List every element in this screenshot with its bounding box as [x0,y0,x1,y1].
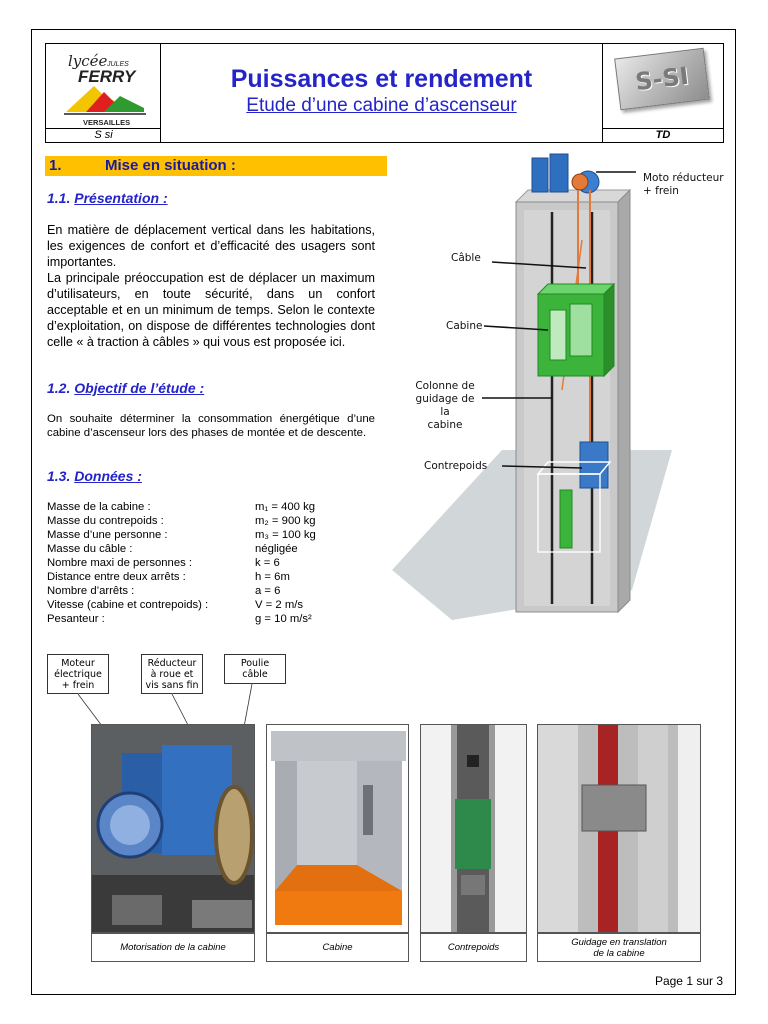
page-title: Puissances et rendement [230,65,533,93]
subheading-donnees [47,468,142,484]
data-value: m₂ = 900 kg [255,515,316,527]
data-label: Masse de la cabine : [47,501,151,513]
motor-block [532,158,548,192]
badge-cell [603,44,723,142]
page-number: Page 1 sur 3 [654,974,723,988]
caption-cabine: Cabine [266,933,409,962]
data-row [47,598,316,612]
data-value: m₃ = 100 kg [255,529,316,541]
data-label: Masse du contrepoids : [47,515,164,527]
callout-moteur: Moteur électrique + frein [47,654,109,694]
data-row [47,514,316,528]
title-cell [161,44,603,142]
header [45,43,724,143]
logo-jules: JULES [107,61,129,68]
data-value: g = 10 m/s² [255,613,312,625]
data-row [47,584,316,598]
data-row [47,570,316,584]
school-logo [46,44,160,128]
data-label: Nombre maxi de personnes : [47,557,193,569]
data-value: V = 2 m/s [255,599,304,611]
label-colonne: Colonne de guidage de la cabine [415,380,475,431]
data-value: h = 6m [255,571,290,583]
ssi-badge [614,48,710,111]
subheading-presentation [47,190,168,206]
caption-guidage: Guidage en translation de la cabine [537,933,701,962]
callout-poulie: Poulie câble [224,654,286,684]
caption-motorisation: Motorisation de la cabine [91,933,255,962]
data-row [47,556,316,570]
data-value: k = 6 [255,557,280,569]
data-label: Nombre d’arrêts : [47,585,135,597]
school-logo-cell [46,44,161,142]
logo-subtext: S si [94,129,113,141]
photo-motorisation [91,724,255,933]
caption-contrepoids: Contrepoids [420,933,527,962]
subheading-title: Données : [74,468,142,484]
section-heading [45,156,387,176]
elevator-diagram [392,150,742,620]
data-label: Distance entre deux arrêts : [47,571,186,583]
section-number: 1. [49,157,62,174]
subheading-number: 1.3. [47,468,71,484]
pulley [572,174,588,190]
logo-city: VERSAILLES [83,118,131,127]
data-value: m₁ = 400 kg [255,501,316,513]
data-label: Masse du câble : [47,543,133,555]
ssi-badge-text: S-SI [633,61,691,97]
label-cable: Câble [451,252,481,264]
data-row [47,528,316,542]
counterweight [580,442,608,488]
photo-cabine [266,724,409,933]
section-title: Mise en situation : [105,157,236,174]
subheading-number: 1.1. [47,190,71,206]
presentation-paragraph-1: En matière de déplacement vertical dans les habitations, les exigences de confort et d’efficacité des usagers sont importantes. [47,223,375,269]
data-value: a = 6 [255,585,281,597]
data-label: Masse d’une personne : [47,529,168,541]
data-label: Pesanteur : [47,613,105,625]
data-row [47,612,316,626]
data-row [47,542,316,556]
page-subtitle: Etude d’une cabine d’ascenseur [246,95,517,116]
label-contrepoids: Contrepoids [424,460,488,472]
subheading-objectif [47,380,204,396]
subheading-title: Présentation : [74,190,168,206]
data-row [47,500,316,514]
photo-guidage [537,724,701,933]
data-table [47,500,316,626]
subheading-number: 1.2. [47,380,71,396]
logo-lycee: lycée [68,52,108,70]
presentation-text [47,222,375,350]
logo-ferry: FERRY [78,67,136,86]
label-cabine: Cabine [446,320,483,332]
presentation-paragraph-2: La principale préoccupation est de déplacer un maximum d’utilisateurs, en toute sécurité, dans un confort acceptable et en un minimum de temps. Selon le contexte d’exploitation, on dispose de différentes technologies dont celle « à traction à câbles » qui vous est proposée ici. [47,271,375,349]
photo-contrepoids [420,724,527,933]
badge-subtext: TD [655,129,671,141]
callout-reducteur: Réducteur à roue et vis sans fin [141,654,203,694]
data-label: Vitesse (cabine et contrepoids) : [47,599,209,611]
objectif-text: On souhaite déterminer la consommation énergétique d’une cabine d’ascenseur lors des phases de montée et de descente. [47,413,375,439]
cabin-top [538,284,614,294]
subheading-title: Objectif de l’étude : [74,380,205,396]
label-moto-reducteur: Moto réducteur + frein [643,172,724,197]
data-value: négligée [255,543,298,555]
